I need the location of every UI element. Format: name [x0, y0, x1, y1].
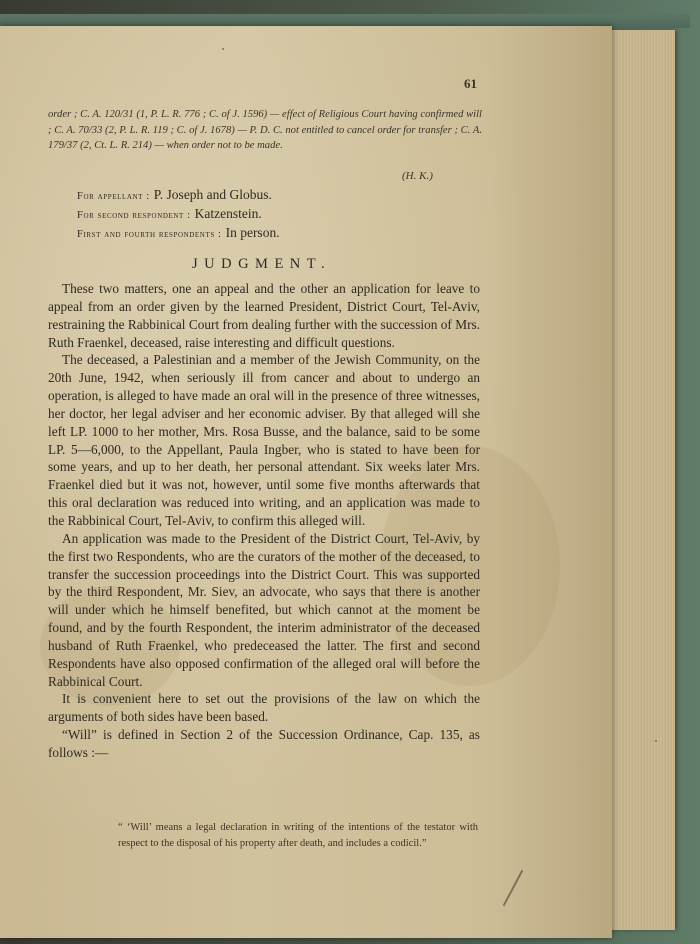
statute-quotation: “ ‘Will’ means a legal declaration in writing of the intentions of the testator with respect to the disposal of his property after death, and includes a codicil.”: [118, 822, 478, 849]
counsel-line-appellant: [77, 186, 272, 204]
counsel-line-first-fourth-respondents: [77, 224, 280, 242]
judgment-paragraph: “Will” is defined in Section 2 of the Succession Ordinance, Cap. 135, as follows :—: [48, 727, 480, 760]
page-number: 61: [464, 76, 477, 91]
judgment-paragraph: It is convenient here to set out the provisions of the law on which the arguments of both sides have been based.: [48, 691, 480, 725]
counsel-name: Katzenstein.: [194, 206, 262, 221]
counsel-role: For appellant :: [77, 191, 150, 202]
counsel-role: First and fourth respondents :: [77, 229, 222, 240]
judgment-paragraph: These two matters, one an appeal and the other an application for leave to appeal from an order given by the learned President, District Court, Tel-Aviv, restraining the Rabbinical Court from dealing further with the succession of Mrs. Ruth Fraenkel, deceased, raise interesting and difficult questions.: [48, 281, 480, 350]
counsel-name: In person.: [225, 225, 280, 240]
headnote-summary: order ; C. A. 120/31 (1, P. L. R. 776 ; C. of J. 1596) — effect of Religious Court having confirmed will ; C. A. 70/33 (2, P. L. R. 119 ; C. of J. 1678) — P. D. C. not entitled to cancel order for transfer ; C. A. 179/37 (2, Ct. L. R. 214) — when order not to be made.: [48, 109, 482, 152]
counsel-role: For second respondent :: [77, 210, 191, 221]
counsel-name: P. Joseph and Globus.: [153, 187, 272, 202]
judgment-body: [48, 280, 480, 762]
paper-speck: [222, 48, 224, 50]
paper-speck: [655, 740, 657, 742]
counsel-line-second-respondent: [77, 205, 262, 223]
judgment-heading: JUDGMENT.: [192, 256, 332, 272]
headnote-initials: (H. K.): [402, 170, 433, 182]
judgment-paragraph: An application was made to the President of the District Court, Tel-Aviv, by the first two Respondents, who are the curators of the mother of the deceased, to transfer the succession proceedings into the District Court. This was supported by the third Respondent, Mr. Siev, an advocate, who says that there is another will under which he himself benefited, but which cannot at the moment be found, and by the fourth Respondent, the interim administrator of the deceased husband of Ruth Fraenkel, who predeceased the latter. The first and second Respondents have also opposed confirmation of the alleged oral will before the Rabbinical Court.: [48, 530, 480, 689]
judgment-paragraph: The deceased, a Palestinian and a member of the Jewish Community, on the 20th June, 1942, when seriously ill from cancer and about to undergo an operation, is alleged to have made an oral will in the presence of three witnesses, her doctor, her legal adviser and her economic adviser. By that alleged will she left LP. 1000 to her mother, Mrs. Rosa Busse, and the balance, said to be some LP. 5—6,000, to the Appellant, Paula Ingber, who is stated to have been for some years, and up to her death, her personal attendant. Six weeks later Mrs. Fraenkel died but it was not, however, until some five months afterwards that this oral declaration was reduced into writing, and an application was made to the Rabbinical Court, Tel-Aviv, to confirm this alleged will.: [48, 352, 480, 528]
